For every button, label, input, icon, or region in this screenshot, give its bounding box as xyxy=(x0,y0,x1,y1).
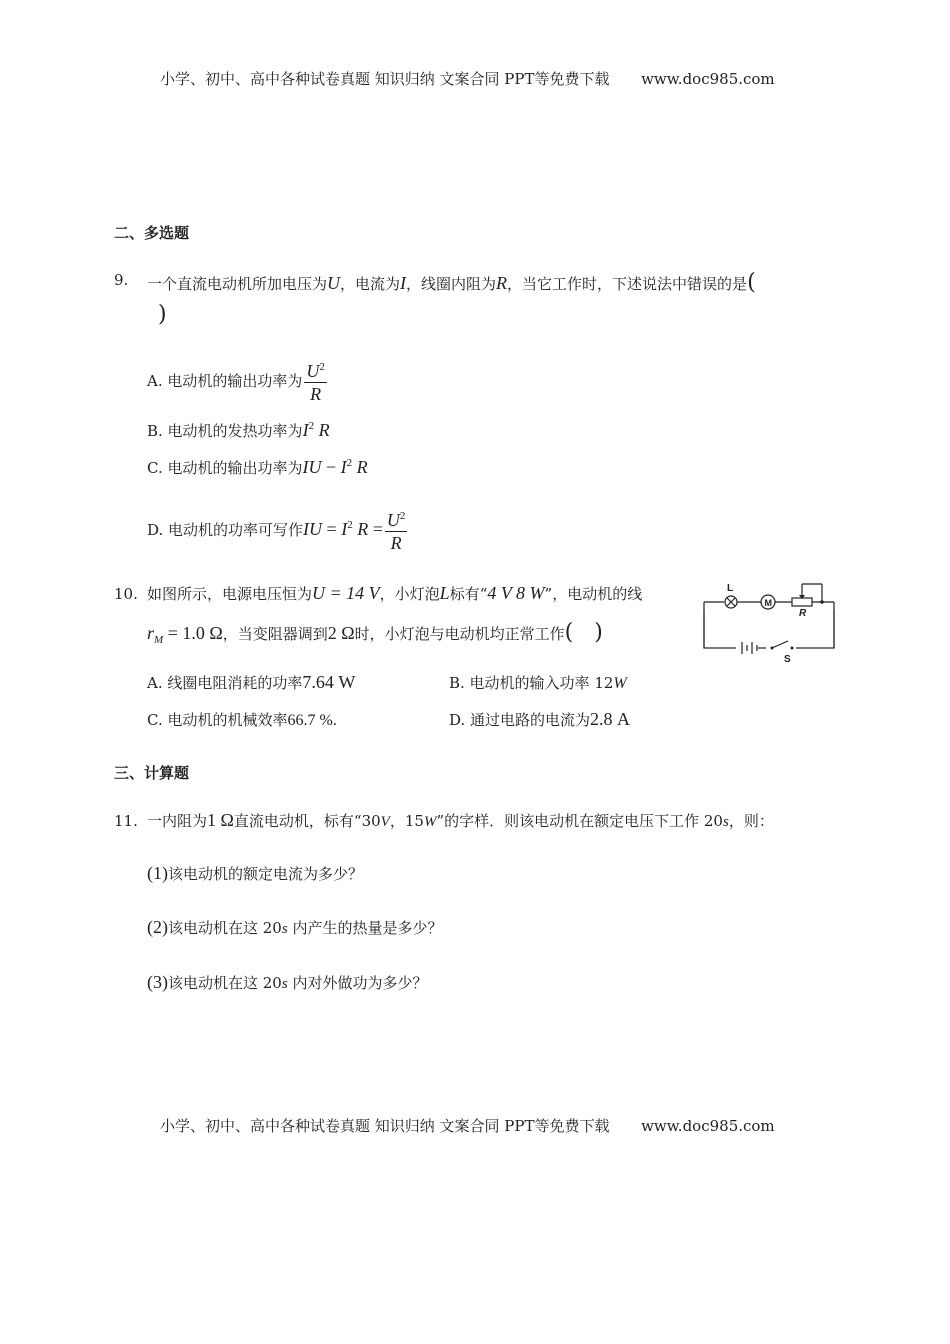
q11-unit: V xyxy=(380,814,390,830)
q9-var-i: I xyxy=(400,273,407,293)
option-label: B. 电动机的输入功率 12 xyxy=(449,674,614,692)
q10-option-d[interactable] xyxy=(449,709,630,730)
header-site[interactable]: www.doc985.com xyxy=(641,70,775,88)
q11-subquestion-3 xyxy=(147,972,427,993)
page-footer xyxy=(160,1115,775,1136)
q9-stem xyxy=(147,270,756,295)
q11-text: 一内阻为 xyxy=(147,812,208,830)
q10-text: 如图所示，电源电压恒为 xyxy=(147,585,313,603)
diagram-label-motor: M xyxy=(764,598,772,608)
subquestion-number: (1) xyxy=(147,863,168,883)
q10-option-c[interactable] xyxy=(147,709,337,730)
option-value: 7.64 W xyxy=(302,672,356,692)
q11-text: ，则： xyxy=(728,812,774,830)
formula-iu-minus-i2r: IU − $I^2$ R xyxy=(302,457,368,477)
subquestion-text: 内产生的热量是多少？ xyxy=(287,919,443,937)
q11-stem xyxy=(147,810,774,831)
q11-text: ”的字样．则该电动机在额定电压下工作 20 xyxy=(436,812,723,830)
q10-rm-value: = 1.0 Ω xyxy=(163,623,223,643)
subquestion-text: 该电动机在这 20 xyxy=(168,974,282,992)
formula-i2r: $I^2$ R xyxy=(302,420,330,440)
footer-text: 小学、初中、高中各种试卷真题 知识归纳 文案合同 PPT等免费下载 xyxy=(160,1117,610,1135)
subquestion-number: (2) xyxy=(147,917,168,937)
q9-option-c[interactable] xyxy=(147,457,368,478)
q10-rating: 4 V 8 W xyxy=(487,583,545,603)
q10-number: 10. xyxy=(114,585,138,603)
q11-subquestion-1 xyxy=(147,863,363,884)
q9-number: 9. xyxy=(114,271,129,289)
q11-text: 直流电动机，标有“30 xyxy=(233,812,381,830)
answer-paren: ( ) xyxy=(564,620,603,645)
option-label: B. 电动机的发热功率为 xyxy=(147,422,303,440)
q10-text: 标有“ xyxy=(449,585,488,603)
q10-stem-line1 xyxy=(147,583,695,604)
subquestion-number: (3) xyxy=(147,972,168,992)
option-unit: W xyxy=(613,675,627,692)
answer-paren-open: ( xyxy=(747,270,756,295)
option-label: A. 电动机的输出功率为 xyxy=(147,372,303,390)
option-label: A. 线圈电阻消耗的功率 xyxy=(147,674,303,692)
q10-var-l: L xyxy=(439,583,450,603)
q11-unit: s xyxy=(281,976,288,992)
formula-iu-eq-i2r: IU = $I^2$ R = xyxy=(303,519,383,539)
q11-number: 11. xyxy=(114,812,138,830)
answer-paren-close: ) xyxy=(158,302,167,327)
q9-text: ，电流为 xyxy=(340,275,401,293)
q10-r-value: 2 Ω xyxy=(327,623,355,643)
diagram-label-rheostat: R xyxy=(799,608,807,619)
diagram-label-lamp: L xyxy=(727,583,734,594)
formula-u2-over-r: $\frac{U^2}{R}$ xyxy=(304,356,327,405)
q9-var-r: R xyxy=(496,273,508,293)
q9-text: ，线圈内阻为 xyxy=(406,275,497,293)
q10-option-b[interactable] xyxy=(449,672,627,693)
option-value: 66.7 %. xyxy=(287,712,337,729)
section-title-multiple-choice: 二、多选题 xyxy=(114,224,190,242)
q9-text: 一个直流电动机所加电压为 xyxy=(147,275,328,293)
q9-option-a[interactable] xyxy=(147,356,329,405)
q11-unit: s xyxy=(722,814,729,830)
q11-unit: W xyxy=(423,814,437,830)
q10-eq-u: U = 14 V xyxy=(312,583,380,603)
circuit-diagram xyxy=(696,578,842,664)
q10-text: ，当变阻器调到 xyxy=(222,625,328,643)
q10-var-r: r xyxy=(147,623,155,643)
q11-subquestion-2 xyxy=(147,917,442,938)
q9-option-b[interactable] xyxy=(147,420,330,441)
header-text: 小学、初中、高中各种试卷真题 知识归纳 文案合同 PPT等免费下载 xyxy=(160,70,610,88)
option-label: D. 通过电路的电流为 xyxy=(449,711,591,729)
q10-text: 时，小灯泡与电动机均正常工作 xyxy=(354,625,565,643)
q10-text: ，小灯泡 xyxy=(379,585,440,603)
q9-var-u: U xyxy=(327,273,341,293)
q10-var-r-sub: M xyxy=(154,634,164,646)
page-header xyxy=(160,68,775,89)
q10-option-a[interactable] xyxy=(147,672,355,693)
q10-stem-line2 xyxy=(147,620,603,646)
q9-option-d[interactable] xyxy=(147,505,409,554)
subquestion-text: 该电动机在这 20 xyxy=(168,919,282,937)
option-label: C. 电动机的机械效率 xyxy=(147,711,288,729)
q11-r-value: 1 Ω xyxy=(207,810,234,830)
diagram-label-switch: S xyxy=(784,654,791,664)
section-title-calculation: 三、计算题 xyxy=(114,764,190,782)
subquestion-text: 内对外做功为多少？ xyxy=(287,974,428,992)
option-label: C. 电动机的输出功率为 xyxy=(147,459,303,477)
option-label: D. 电动机的功率可写作 xyxy=(147,521,304,539)
footer-site[interactable]: www.doc985.com xyxy=(641,1117,775,1135)
q11-text: ，15 xyxy=(389,812,424,830)
option-value: 2.8 A xyxy=(590,709,631,729)
q9-text: ，当它工作时，下述说法中错误的是 xyxy=(507,275,748,293)
subquestion-text: 该电动机的额定电流为多少？ xyxy=(168,865,364,883)
q11-unit: s xyxy=(281,921,288,937)
q10-text: ”，电动机的线 xyxy=(544,585,643,603)
formula-u2-over-r: $\frac{U^2}{R}$ xyxy=(385,505,408,554)
